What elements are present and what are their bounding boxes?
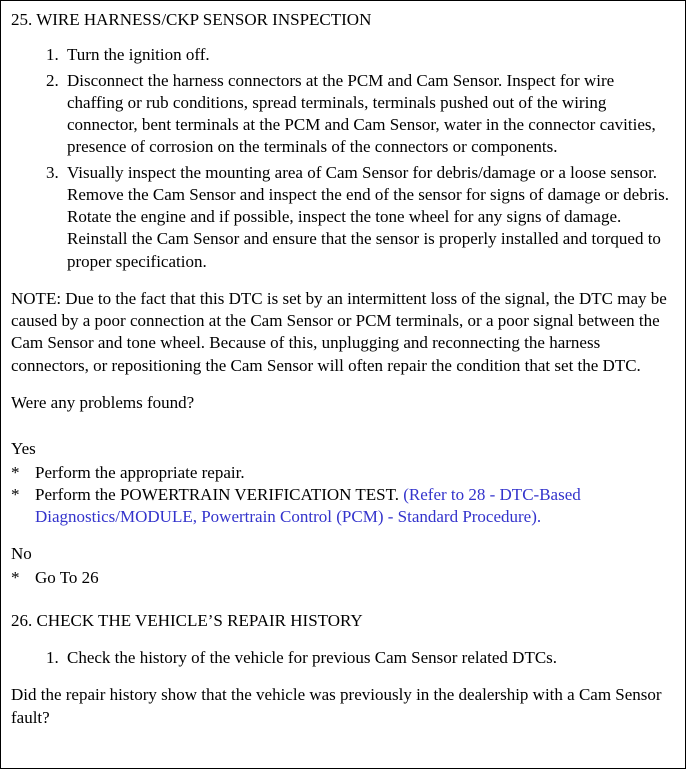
yes-bullet-1-text: Perform the appropriate repair. <box>35 462 245 482</box>
refer-to-28-link[interactable]: (Refer to 28 - DTC-Based Diagnostics/MODULE, Powertrain Control (PCM) - Standard Procedure). <box>35 484 581 527</box>
bullet-asterisk: * <box>11 462 20 482</box>
yes-label: Yes <box>11 439 36 459</box>
yes-bullet-2 <box>11 484 673 529</box>
bullet-asterisk: * <box>11 567 20 587</box>
note-paragraph: NOTE: Due to the fact that this DTC is set by an intermittent loss of the signal, the DTC may be caused by a poor connection at the Cam Sensor or PCM terminals, or a poor signal between the Cam Sensor and tone wheel. Because of this, unplugging and reconnecting the harness connectors, or repositioning the Cam Sensor will often repair the condition that set the DTC. <box>11 288 667 375</box>
step-item: 1. Check the history of the vehicle for previous Cam Sensor related DTCs. <box>63 647 673 669</box>
go-to-26-text: Go To 26 <box>35 567 99 587</box>
step-item: 3. Visually inspect the mounting area of Cam Sensor for debris/damage or a loose sensor. Remove the Cam Sensor and inspect the end of the sensor for signs of damage or debris. Rotate the engine and if possible, inspect the tone wheel for any signs of damage. Reinstall the Cam Sensor and ensure that the sensor is properly installed and torqued to proper specification. <box>63 162 673 273</box>
section-25-title: 25. WIRE HARNESS/CKP SENSOR INSPECTION <box>11 10 372 29</box>
section-25-step-list <box>11 44 673 273</box>
no-bullet-1 <box>11 567 673 589</box>
section-26-step-list <box>11 647 673 669</box>
repair-history-question: Did the repair history show that the vehicle was previously in the dealership with a Cam Sensor fault? <box>11 685 662 727</box>
yes-bullet-1 <box>11 462 673 484</box>
section-26-title: 26. CHECK THE VEHICLE’S REPAIR HISTORY <box>11 610 363 630</box>
yes-bullet-2-text <box>35 484 673 529</box>
yes-bullet-2-plain-text: Perform the POWERTRAIN VERIFICATION TEST. <box>35 484 404 504</box>
step-item: 2. Disconnect the harness connectors at the PCM and Cam Sensor. Inspect for wire chaffing or rub conditions, spread terminals, terminals pushed out of the wiring connector, bent terminals at the PCM and Cam Sensor, water in the connector cavities, presence of corrosion on the terminals of the connectors or components. <box>63 70 673 159</box>
step-item: 1. Turn the ignition off. <box>63 44 673 66</box>
bullet-asterisk: * <box>11 484 20 504</box>
problems-found-question: Were any problems found? <box>11 392 195 412</box>
no-label: No <box>11 544 32 564</box>
